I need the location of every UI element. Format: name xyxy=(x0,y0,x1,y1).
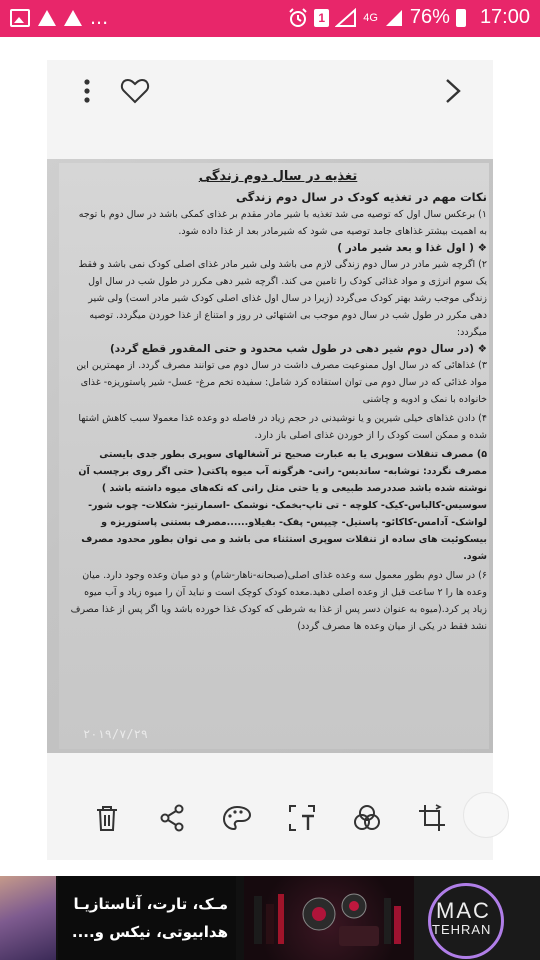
extract-text-icon[interactable] xyxy=(286,802,318,834)
battery-percent: 76% xyxy=(409,6,450,28)
bottom-toolbar xyxy=(47,796,493,842)
paper-sheet xyxy=(59,163,489,749)
chevron-right-icon[interactable] xyxy=(441,76,465,106)
delete-trash-icon[interactable] xyxy=(91,802,123,834)
paragraph-3: ۳) غذاهائی که در سال اول ممنوعیت مصرف داشت در سال دوم می توانند مصرف گردد. از مهمترین این مواد غذائی که در سال دوم می توان استفاده کرد شامل: سفیده تخم مرغ- عسل- شیر پاستوریزه- غذای خانواده با نمک و ادویه و چاشنی xyxy=(76,360,487,405)
image-viewer xyxy=(47,60,493,860)
warning-icon xyxy=(64,10,82,26)
document-photo[interactable] xyxy=(47,159,493,753)
favorite-heart-icon[interactable] xyxy=(120,76,150,106)
signal-icon xyxy=(335,8,357,28)
crop-rotate-icon[interactable] xyxy=(416,802,448,834)
more-notifications-indicator: ... xyxy=(90,7,109,29)
clock: 17:00 xyxy=(479,6,530,28)
floating-action-button[interactable] xyxy=(463,792,509,838)
paragraph-2: ۲) اگرچه شیر مادر در سال دوم زندگی لازم می باشد ولی شیر مادر غذای اصلی کودک نمی باشد و فقط یک سوم انرژی و مواد غذائی کودک را تامین می کند. اگرچه شیر دهی مکرر در طول شب در سال اول زندگی موجب رشد بهتر کودک می‌گردد (زیرا در سال اول غذای اصلی کودک شیر مادر است) ولی شیر دهی مکرر در طول شب در سال دوم موجب بی اشتهائی در روز و امتناع از غذا خوردن میگردد. توصیه میگردد: xyxy=(78,259,487,338)
document-text xyxy=(69,163,487,635)
palette-edit-icon[interactable] xyxy=(221,802,253,834)
date-stamp: ۲۰۱۹/۷/۲۹ xyxy=(83,727,149,741)
document-subtitle: نکات مهم در تغذیه کودک در سال دوم زندگی xyxy=(236,190,487,204)
sim-icon: 1 xyxy=(314,9,329,27)
notification-icons xyxy=(10,7,108,29)
more-options-icon[interactable] xyxy=(77,78,97,104)
image-notification-icon xyxy=(10,9,30,27)
status-bar xyxy=(0,0,540,37)
viewer-top-bar xyxy=(47,60,493,120)
logo-brand-top: MAC xyxy=(436,898,491,923)
ad-text xyxy=(58,876,236,960)
paragraph-5: ۵) مصرف تنقلات سوپری یا به عبارت صحیح تر آشغالهای سوپری بطور جدی بایستی مصرف نگردد: نوشابه- ساندیس- رانی- هرگونه آب میوه پاکتی( حتی اگر روی برچسب آن نوشته شده باشد صددرصد طبیعی و یا حتی مثل رانی که تکه‌های میوه داشته باشد ) سوسیس-کالباس-کیک- کلوچه - تی تاپ-بخمک- نوشمک -اسمارتیز- شکلات- چوب شور- لواشک- آدامس-کاکائو- پاستیل- چیپس- پفک- بفیلاو......مصرف بستنی پاستوریزه و بیسکوئیت های ساده از تنقلات سوپری استثناء می باشد و می توان بطور محدود مصرف شود. xyxy=(78,449,487,562)
note-2: ❖ (در سال دوم شیر دهی در طول شب محدود و حتی المقدور قطع گردد) xyxy=(109,343,487,355)
network-type: 4G xyxy=(363,11,378,24)
cosmetics-products-image xyxy=(244,876,414,960)
paragraph-1: ۱) برعکس سال اول که توصیه می شد تغذیه با شیر مادر مقدم بر غذای کمکی باشد در سال دوم با توجه به اهمیت بیشتر غذاهای جامد توصیه می شود که شیرمادر بعد از غذا داده شود. xyxy=(78,209,487,237)
filter-effects-icon[interactable] xyxy=(351,802,383,834)
paragraph-6: ۶) در سال دوم بطور معمول سه وعده غذای اصلی(صبحانه-ناهار-شام) و دو میان وعده وجود دارد. میان وعده ها را ۲ ساعت قبل از وعده اصلی دهید.معده کودک کوچک است و نباید آن را میوه زیاد و آب میوه زیاد پر کرد.(میوه به عنوان دسر پس از غذا به شرطی که کودک غذا خورده باشد ویا اگر پس از غذا مصرف نشد فقط در یکی از میان وعده ها مصرف گردد) xyxy=(70,570,487,632)
document-title: تغذیه در سال دوم زندگی xyxy=(198,169,358,184)
ad-line-2: هدابیوتی، نیکس و.... xyxy=(71,923,228,941)
ad-line-1: مـک، تارت، آناستازیـا xyxy=(73,895,228,913)
battery-icon xyxy=(456,9,466,27)
logo-brand-bottom: TEHRAN xyxy=(432,922,492,937)
alarm-icon xyxy=(288,8,308,28)
note-1: ❖ ( اول غذا و بعد شیر مادر ) xyxy=(337,242,487,254)
signal-strength-icon xyxy=(384,8,404,28)
mac-tehran-logo xyxy=(414,876,540,960)
warning-icon xyxy=(38,10,56,26)
system-icons xyxy=(288,6,530,29)
share-icon[interactable] xyxy=(156,802,188,834)
ad-model-image xyxy=(0,876,56,960)
ad-banner[interactable] xyxy=(0,876,540,960)
paragraph-4: ۴) دادن غذاهای خیلی شیرین و یا نوشیدنی در حجم زیاد در فاصله دو وعده غذا معمولا سبب کاهش اشتها شده و ممکن است کودک را از خوردن غذای اصلی باز دارد. xyxy=(78,413,487,441)
